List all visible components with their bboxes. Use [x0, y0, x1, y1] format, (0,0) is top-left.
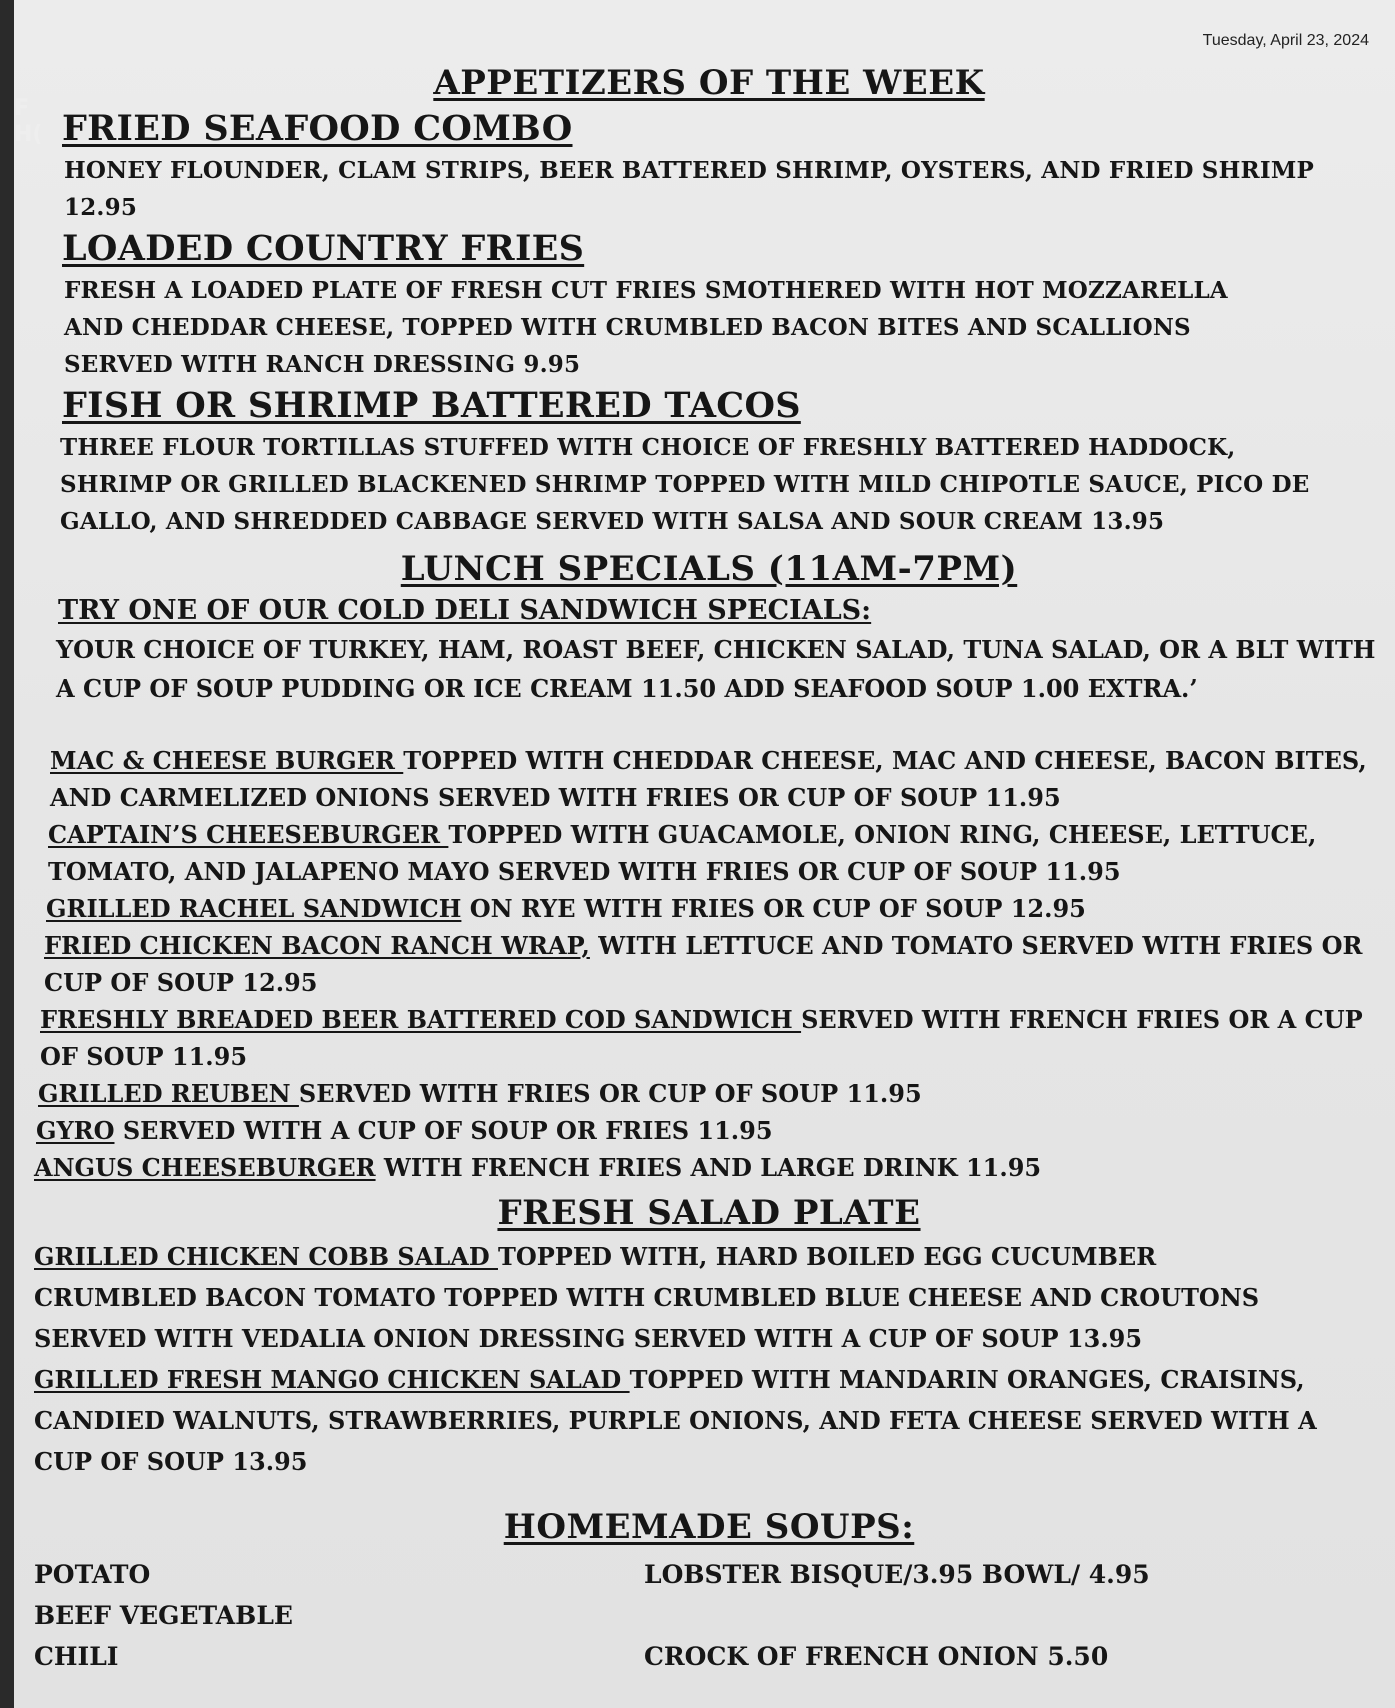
edge-mark: F — [14, 96, 30, 121]
lunch-item-desc: TOPPED WITH GUACAMOLE, ONION RING, CHEESE, LETTUCE, TOMATO, AND JALAPENO MAYO SERVED WITH FRIES OR CUP OF SOUP 11.95 — [48, 820, 1317, 886]
lunch-item — [34, 1149, 1374, 1186]
salad-item-desc: TOPPED WITH MANDARIN ORANGES, CRAISINS, CANDIED WALNUTS, STRAWBERRIES, PURPLE ONIONS, AND FETA CHEESE SERVED WITH A CUP OF SOUP 13.95 — [34, 1365, 1317, 1476]
lunch-item-desc: SERVED WITH A CUP OF SOUP OR FRIES 11.95 — [114, 1116, 773, 1145]
lunch-item-name: GRILLED RACHEL SANDWICH — [46, 894, 462, 923]
soup-item: CHILI — [34, 1642, 119, 1671]
salad-item-name: GRILLED CHICKEN COBB SALAD — [34, 1242, 498, 1271]
soups-left-column — [34, 1554, 293, 1677]
lunch-item-name: ANGUS CHEESEBURGER — [34, 1153, 376, 1182]
soup-item: POTATO — [34, 1560, 151, 1589]
lunch-heading: LUNCH SPECIALS (11AM-7PM) — [400, 549, 1018, 589]
lunch-item-desc: ON RYE WITH FRIES OR CUP OF SOUP 12.95 — [461, 894, 1086, 923]
lunch-item-desc: SERVED WITH FRIES OR CUP OF SOUP 11.95 — [298, 1079, 922, 1108]
soup-item-french-onion: CROCK OF FRENCH ONION 5.50 — [644, 1642, 1109, 1671]
appetizer-title: FISH OR SHRIMP BATTERED TACOS — [62, 385, 801, 426]
soups-list — [34, 1554, 1384, 1694]
soups-heading: HOMEMADE SOUPS: — [503, 1507, 915, 1547]
lunch-item — [48, 816, 1374, 890]
appetizers-heading: APPETIZERS OF THE WEEK — [433, 63, 985, 103]
appetizer-desc: THREE FLOUR TORTILLAS STUFFED WITH CHOICE OF FRESHLY BATTERED HADDOCK, SHRIMP OR GRILLED BLACKENED SHRIMP TOPPED WITH MILD CHIPOTLE SAUCE, PICO DE GALLO, AND SHREDDED CABBAGE SERVED WITH SALSA AND SOUR CREAM 13.95 — [60, 434, 1310, 535]
deli-special-title: TRY ONE OF OUR COLD DELI SANDWICH SPECIALS: — [58, 595, 872, 626]
salad-item-name: GRILLED FRESH MANGO CHICKEN SALAD — [34, 1365, 630, 1394]
lunch-item-name: FRESHLY BREADED BEER BATTERED COD SANDWICH — [40, 1005, 802, 1034]
spacer — [34, 708, 1384, 742]
lunch-item-name: GRILLED REUBEN — [38, 1079, 299, 1108]
print-date: Tuesday, April 23, 2024 — [1202, 32, 1369, 49]
lunch-item — [46, 890, 1374, 927]
lunch-item — [40, 1001, 1374, 1075]
lunch-item-name: GYRO — [36, 1116, 115, 1145]
soup-item: BEEF VEGETABLE — [34, 1601, 293, 1630]
salad-item-desc: TOPPED WITH, HARD BOILED EGG CUCUMBER CRUMBLED BACON TOMATO TOPPED WITH CRUMBLED BLUE CHEESE AND CROUTONS SERVED WITH VEDALIA ONION DRESSING SERVED WITH A CUP OF SOUP 13.95 — [34, 1242, 1260, 1353]
appetizer-desc: HONEY FLOUNDER, CLAM STRIPS, BEER BATTERED SHRIMP, OYSTERS, AND FRIED SHRIMP 12.95 — [64, 157, 1314, 221]
lunch-item-name: CAPTAIN’S CHEESEBURGER — [48, 820, 449, 849]
appetizer-title: FRIED SEAFOOD COMBO — [62, 108, 573, 149]
lunch-item-desc: WITH FRENCH FRIES AND LARGE DRINK 11.95 — [375, 1153, 1042, 1182]
soup-item-lobster-bisque: LOBSTER BISQUE/3.95 BOWL/ 4.95 — [644, 1560, 1150, 1589]
lunch-item-desc: TOPPED WITH CHEDDAR CHEESE, MAC AND CHEESE, BACON BITES, AND CARMELIZED ONIONS SERVED WITH FRIES OR CUP OF SOUP 11.95 — [50, 746, 1367, 812]
appetizer-desc: FRESH A LOADED PLATE OF FRESH CUT FRIES SMOTHERED WITH HOT MOZZARELLA AND CHEDDAR CHEESE, TOPPED WITH CRUMBLED BACON BITES AND SCALLIONS SERVED WITH RANCH DRESSING 9.95 — [64, 277, 1228, 378]
lunch-item-name: MAC & CHEESE BURGER — [50, 746, 404, 775]
lunch-item — [38, 1075, 1374, 1112]
lunch-item-desc: WITH LETTUCE AND TOMATO SERVED WITH FRIES OR CUP OF SOUP 12.95 — [44, 931, 1363, 997]
lunch-item-desc: SERVED WITH FRENCH FRIES OR A CUP OF SOUP 11.95 — [40, 1005, 1363, 1071]
lunch-item — [36, 1112, 1374, 1149]
salad-item — [34, 1236, 1294, 1359]
edge-mark: H( — [14, 122, 43, 147]
menu-content — [34, 60, 1384, 1694]
salad-heading: FRESH SALAD PLATE — [497, 1193, 921, 1233]
lunch-item — [50, 742, 1374, 816]
appetizer-title: LOADED COUNTRY FRIES — [62, 228, 585, 269]
salad-item — [34, 1359, 1344, 1482]
lunch-item — [44, 927, 1374, 1001]
lunch-item-name: FRIED CHICKEN BACON RANCH WRAP, — [44, 931, 590, 960]
deli-special-desc: YOUR CHOICE OF TURKEY, HAM, ROAST BEEF, CHICKEN SALAD, TUNA SALAD, OR A BLT WITH A CUP OF SOUP PUDDING OR ICE CREAM 11.50 ADD SEAFOOD SOUP 1.00 EXTRA.’ — [56, 635, 1376, 703]
